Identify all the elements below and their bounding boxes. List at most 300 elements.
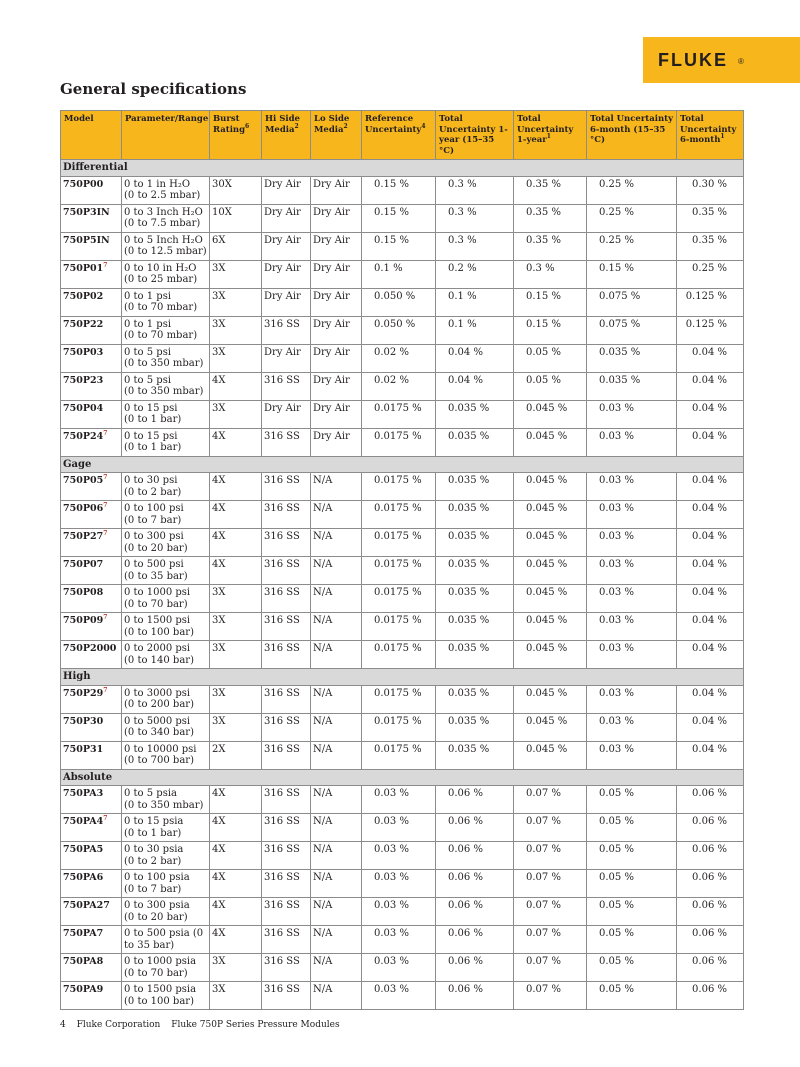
range-primary: 0 to 15 psia xyxy=(124,816,184,827)
cell-total-6mo: 0.125 % xyxy=(677,316,744,344)
cell-hi-side: 316 SS xyxy=(262,713,311,741)
cell-total-6mo: 0.04 % xyxy=(677,428,744,456)
range-secondary: (0 to 200 bar) xyxy=(124,699,194,710)
table-row xyxy=(61,557,744,585)
cell-total-6mo-temp: 0.03 % xyxy=(587,585,677,613)
range-primary: 0 to 5 psia xyxy=(124,788,177,799)
model-code: 750PA4 xyxy=(63,816,104,827)
cell-reference: 0.050 % xyxy=(362,316,436,344)
cell-reference: 0.03 % xyxy=(362,954,436,982)
cell-range xyxy=(122,898,210,926)
range-primary: 0 to 500 psia (0 xyxy=(124,928,204,939)
footer-company: Fluke Corporation xyxy=(76,1020,161,1030)
cell-burst: 4X xyxy=(210,372,262,400)
range-primary: 0 to 30 psi xyxy=(124,475,178,486)
cell-burst: 4X xyxy=(210,926,262,954)
group-row xyxy=(61,769,744,786)
cell-total-6mo: 0.04 % xyxy=(677,585,744,613)
range-secondary: (0 to 70 mbar) xyxy=(124,302,198,313)
cell-total-1yr-temp: 0.035 % xyxy=(436,501,514,529)
cell-total-1yr: 0.05 % xyxy=(514,372,587,400)
cell-model xyxy=(61,585,122,613)
cell-total-6mo-temp: 0.03 % xyxy=(587,529,677,557)
cell-burst: 3X xyxy=(210,641,262,669)
cell-reference: 0.0175 % xyxy=(362,641,436,669)
table-row xyxy=(61,260,744,288)
cell-burst: 10X xyxy=(210,204,262,232)
cell-total-1yr: 0.045 % xyxy=(514,557,587,585)
cell-total-6mo: 0.06 % xyxy=(677,954,744,982)
range-primary: 0 to 15 psi xyxy=(124,430,178,442)
model-code: 750P22 xyxy=(63,318,104,330)
cell-hi-side: 316 SS xyxy=(262,982,311,1010)
cell-burst: 6X xyxy=(210,232,262,260)
cell-range xyxy=(122,814,210,842)
group-label: Differential xyxy=(61,160,744,177)
cell-total-6mo: 0.06 % xyxy=(677,786,744,814)
cell-total-1yr-temp: 0.06 % xyxy=(436,870,514,898)
cell-lo-side: N/A xyxy=(311,585,362,613)
range-primary: 0 to 300 psi xyxy=(124,531,184,542)
cell-lo-side: N/A xyxy=(311,898,362,926)
header-model: Model xyxy=(61,111,122,160)
cell-reference: 0.0175 % xyxy=(362,529,436,557)
cell-total-1yr-temp: 0.035 % xyxy=(436,713,514,741)
cell-hi-side: 316 SS xyxy=(262,316,311,344)
group-row xyxy=(61,456,744,473)
cell-range xyxy=(122,372,210,400)
group-row xyxy=(61,160,744,177)
cell-burst: 3X xyxy=(210,713,262,741)
cell-model xyxy=(61,870,122,898)
model-code: 750P06 xyxy=(63,503,104,514)
cell-total-1yr-temp: 0.04 % xyxy=(436,344,514,372)
cell-burst: 3X xyxy=(210,260,262,288)
cell-total-6mo-temp: 0.035 % xyxy=(587,372,677,400)
cell-lo-side: N/A xyxy=(311,641,362,669)
cell-model xyxy=(61,814,122,842)
table-row xyxy=(61,926,744,954)
model-code: 750P2000 xyxy=(63,643,117,654)
table-row xyxy=(61,954,744,982)
cell-total-1yr: 0.045 % xyxy=(514,713,587,741)
cell-lo-side: Dry Air xyxy=(311,232,362,260)
cell-total-1yr: 0.07 % xyxy=(514,982,587,1010)
cell-hi-side: 316 SS xyxy=(262,428,311,456)
cell-reference: 0.15 % xyxy=(362,232,436,260)
cell-model xyxy=(61,641,122,669)
cell-model xyxy=(61,372,122,400)
cell-total-1yr: 0.15 % xyxy=(514,316,587,344)
cell-burst: 4X xyxy=(210,428,262,456)
cell-total-6mo-temp: 0.05 % xyxy=(587,870,677,898)
cell-burst: 4X xyxy=(210,870,262,898)
cell-total-6mo: 0.04 % xyxy=(677,741,744,769)
cell-model xyxy=(61,473,122,501)
group-label: Gage xyxy=(61,456,744,473)
range-secondary: (0 to 100 bar) xyxy=(124,626,194,638)
cell-burst: 4X xyxy=(210,529,262,557)
cell-range xyxy=(122,232,210,260)
cell-total-6mo: 0.35 % xyxy=(677,232,744,260)
cell-range xyxy=(122,982,210,1010)
table-row xyxy=(61,982,744,1010)
cell-total-1yr: 0.15 % xyxy=(514,288,587,316)
cell-range xyxy=(122,344,210,372)
range-secondary: (0 to 140 bar) xyxy=(124,654,194,666)
cell-burst: 3X xyxy=(210,316,262,344)
range-secondary: (0 to 25 mbar) xyxy=(124,274,198,285)
cell-total-1yr: 0.07 % xyxy=(514,786,587,814)
range-primary: 0 to 2000 psi xyxy=(124,643,191,654)
cell-model xyxy=(61,260,122,288)
cell-lo-side: N/A xyxy=(311,713,362,741)
cell-reference: 0.03 % xyxy=(362,842,436,870)
model-code: 750P09 xyxy=(63,615,104,626)
cell-reference: 0.03 % xyxy=(362,870,436,898)
cell-model xyxy=(61,741,122,769)
table-row xyxy=(61,176,744,204)
cell-total-6mo-temp: 0.05 % xyxy=(587,898,677,926)
range-secondary: (0 to 1 bar) xyxy=(124,414,182,425)
model-code: 750P27 xyxy=(63,531,104,542)
cell-total-6mo: 0.04 % xyxy=(677,557,744,585)
range-primary: 0 to 1 psi xyxy=(124,290,172,302)
cell-total-1yr-temp: 0.035 % xyxy=(436,585,514,613)
cell-model xyxy=(61,954,122,982)
cell-model xyxy=(61,557,122,585)
cell-total-6mo-temp: 0.25 % xyxy=(587,232,677,260)
cell-range xyxy=(122,316,210,344)
range-secondary: (0 to 2 bar) xyxy=(124,855,182,867)
range-primary: 0 to 1500 psi xyxy=(124,615,191,626)
cell-model xyxy=(61,898,122,926)
table-row xyxy=(61,613,744,641)
table-row xyxy=(61,428,744,456)
cell-reference: 0.0175 % xyxy=(362,741,436,769)
cell-burst: 4X xyxy=(210,842,262,870)
table-row xyxy=(61,372,744,400)
range-primary: 0 to 3000 psi xyxy=(124,687,191,699)
cell-model xyxy=(61,428,122,456)
header-burst: Burst Rating$^6$ xyxy=(210,111,262,160)
cell-hi-side: Dry Air xyxy=(262,344,311,372)
cell-total-1yr-temp: 0.06 % xyxy=(436,926,514,954)
cell-lo-side: Dry Air xyxy=(311,176,362,204)
cell-reference: 0.02 % xyxy=(362,344,436,372)
table-row xyxy=(61,641,744,669)
cell-hi-side: 316 SS xyxy=(262,557,311,585)
cell-lo-side: N/A xyxy=(311,613,362,641)
cell-reference: 0.15 % xyxy=(362,204,436,232)
table-row xyxy=(61,685,744,713)
cell-lo-side: N/A xyxy=(311,926,362,954)
cell-total-6mo: 0.30 % xyxy=(677,176,744,204)
cell-total-6mo-temp: 0.05 % xyxy=(587,786,677,814)
range-secondary: (0 to 700 bar) xyxy=(124,755,194,766)
footnote-marker: 7 xyxy=(103,261,108,269)
cell-model xyxy=(61,713,122,741)
group-row xyxy=(61,669,744,686)
model-code: 750P29 xyxy=(63,687,104,699)
cell-total-6mo: 0.04 % xyxy=(677,372,744,400)
cell-total-6mo: 0.125 % xyxy=(677,288,744,316)
cell-model xyxy=(61,204,122,232)
cell-total-1yr-temp: 0.06 % xyxy=(436,954,514,982)
cell-total-6mo-temp: 0.03 % xyxy=(587,685,677,713)
cell-total-1yr-temp: 0.035 % xyxy=(436,557,514,585)
cell-lo-side: N/A xyxy=(311,786,362,814)
cell-total-1yr: 0.045 % xyxy=(514,400,587,428)
cell-reference: 0.03 % xyxy=(362,898,436,926)
cell-total-1yr: 0.045 % xyxy=(514,741,587,769)
cell-hi-side: 316 SS xyxy=(262,842,311,870)
cell-burst: 4X xyxy=(210,473,262,501)
cell-hi-side: 316 SS xyxy=(262,898,311,926)
cell-hi-side: 316 SS xyxy=(262,585,311,613)
cell-hi-side: 316 SS xyxy=(262,372,311,400)
cell-range xyxy=(122,954,210,982)
range-secondary: to 35 bar) xyxy=(124,939,175,951)
range-primary: 0 to 5 psi xyxy=(124,346,172,358)
range-primary: 0 to 1500 psia xyxy=(124,984,197,995)
model-code: 750P07 xyxy=(63,559,104,570)
cell-lo-side: Dry Air xyxy=(311,344,362,372)
table-row xyxy=(61,204,744,232)
cell-hi-side: Dry Air xyxy=(262,288,311,316)
range-secondary: (0 to 7 bar) xyxy=(124,514,182,526)
cell-total-1yr: 0.045 % xyxy=(514,685,587,713)
cell-total-6mo-temp: 0.03 % xyxy=(587,400,677,428)
cell-total-6mo-temp: 0.05 % xyxy=(587,842,677,870)
model-code: 750P01 xyxy=(63,262,104,274)
table-row xyxy=(61,529,744,557)
cell-lo-side: Dry Air xyxy=(311,260,362,288)
registered-mark: ® xyxy=(738,56,744,66)
cell-total-1yr: 0.045 % xyxy=(514,585,587,613)
cell-lo-side: N/A xyxy=(311,529,362,557)
range-primary: 0 to 1000 psia xyxy=(124,956,197,967)
header-range: Parameter/Range xyxy=(122,111,210,160)
model-code: 750P31 xyxy=(63,743,104,755)
cell-total-6mo-temp: 0.03 % xyxy=(587,428,677,456)
cell-total-6mo-temp: 0.03 % xyxy=(587,613,677,641)
range-secondary: (0 to 2.5 mbar) xyxy=(124,190,201,201)
cell-hi-side: Dry Air xyxy=(262,176,311,204)
model-code: 750P02 xyxy=(63,290,104,302)
cell-hi-side: 316 SS xyxy=(262,786,311,814)
cell-reference: 0.02 % xyxy=(362,372,436,400)
model-code: 750PA27 xyxy=(63,900,110,911)
table-row xyxy=(61,316,744,344)
cell-lo-side: N/A xyxy=(311,842,362,870)
range-primary: 0 to 5 psi xyxy=(124,374,172,386)
table-row xyxy=(61,473,744,501)
cell-total-1yr: 0.05 % xyxy=(514,344,587,372)
cell-hi-side: 316 SS xyxy=(262,685,311,713)
cell-total-1yr: 0.07 % xyxy=(514,926,587,954)
cell-range xyxy=(122,713,210,741)
cell-total-6mo-temp: 0.03 % xyxy=(587,713,677,741)
table-row xyxy=(61,501,744,529)
cell-total-1yr-temp: 0.035 % xyxy=(436,685,514,713)
cell-total-6mo-temp: 0.25 % xyxy=(587,204,677,232)
cell-burst: 3X xyxy=(210,954,262,982)
range-secondary: (0 to 35 bar) xyxy=(124,570,188,582)
cell-burst: 2X xyxy=(210,741,262,769)
cell-range xyxy=(122,501,210,529)
cell-range xyxy=(122,204,210,232)
cell-lo-side: Dry Air xyxy=(311,428,362,456)
table-body xyxy=(61,160,744,1010)
cell-total-1yr: 0.07 % xyxy=(514,898,587,926)
cell-model xyxy=(61,232,122,260)
cell-total-1yr-temp: 0.3 % xyxy=(436,232,514,260)
table-row xyxy=(61,814,744,842)
cell-burst: 4X xyxy=(210,814,262,842)
footnote-marker: 7 xyxy=(103,473,108,481)
cell-model xyxy=(61,613,122,641)
header-total-6mo: Total Uncertainty 6-month$^1$ xyxy=(677,111,744,160)
model-code: 750PA7 xyxy=(63,928,104,939)
cell-range xyxy=(122,557,210,585)
footer-doc-title: Fluke 750P Series Pressure Modules xyxy=(171,1020,340,1030)
cell-total-1yr: 0.045 % xyxy=(514,529,587,557)
cell-range xyxy=(122,641,210,669)
cell-range xyxy=(122,926,210,954)
cell-model xyxy=(61,176,122,204)
range-secondary: (0 to 7.5 mbar) xyxy=(124,218,201,229)
table-row xyxy=(61,344,744,372)
cell-model xyxy=(61,501,122,529)
model-code: 750PA6 xyxy=(63,872,104,883)
cell-total-6mo-temp: 0.05 % xyxy=(587,954,677,982)
cell-hi-side: Dry Air xyxy=(262,260,311,288)
model-code: 750PA9 xyxy=(63,984,104,995)
range-primary: 0 to 500 psi xyxy=(124,559,184,570)
range-primary: 0 to 1 in H₂O xyxy=(124,178,191,190)
cell-reference: 0.050 % xyxy=(362,288,436,316)
footnote-marker: 7 xyxy=(103,501,108,509)
table-row xyxy=(61,713,744,741)
model-code: 750P3IN xyxy=(63,206,110,218)
cell-lo-side: N/A xyxy=(311,982,362,1010)
range-secondary: (0 to 340 bar) xyxy=(124,727,194,738)
range-secondary: (0 to 70 bar) xyxy=(124,598,188,610)
cell-total-6mo-temp: 0.05 % xyxy=(587,814,677,842)
cell-range xyxy=(122,428,210,456)
cell-total-6mo: 0.04 % xyxy=(677,501,744,529)
cell-range xyxy=(122,400,210,428)
cell-total-6mo: 0.25 % xyxy=(677,260,744,288)
cell-total-1yr-temp: 0.3 % xyxy=(436,204,514,232)
range-secondary: (0 to 70 mbar) xyxy=(124,330,198,341)
range-primary: 0 to 5 Inch H₂O xyxy=(124,234,203,246)
cell-range xyxy=(122,260,210,288)
cell-total-1yr-temp: 0.035 % xyxy=(436,400,514,428)
range-primary: 0 to 1000 psi xyxy=(124,587,191,598)
cell-burst: 3X xyxy=(210,288,262,316)
model-code: 750P30 xyxy=(63,715,104,727)
range-secondary: (0 to 350 mbar) xyxy=(124,799,204,811)
group-label: Absolute xyxy=(61,769,744,786)
cell-total-6mo: 0.06 % xyxy=(677,814,744,842)
table-row xyxy=(61,786,744,814)
cell-total-1yr-temp: 0.06 % xyxy=(436,898,514,926)
cell-total-1yr-temp: 0.06 % xyxy=(436,982,514,1010)
header-total-1yr-temp: Total Uncertainty 1-year (15–35 °C) xyxy=(436,111,514,160)
cell-lo-side: N/A xyxy=(311,741,362,769)
cell-reference: 0.03 % xyxy=(362,926,436,954)
cell-reference: 0.03 % xyxy=(362,814,436,842)
cell-total-6mo-temp: 0.03 % xyxy=(587,557,677,585)
cell-total-1yr: 0.07 % xyxy=(514,870,587,898)
footnote-marker: 7 xyxy=(103,429,108,437)
cell-total-6mo-temp: 0.075 % xyxy=(587,316,677,344)
model-code: 750P00 xyxy=(63,178,104,190)
cell-range xyxy=(122,529,210,557)
model-code: 750P04 xyxy=(63,402,104,414)
cell-total-6mo: 0.06 % xyxy=(677,926,744,954)
range-secondary: (0 to 70 bar) xyxy=(124,967,188,979)
cell-hi-side: 316 SS xyxy=(262,529,311,557)
cell-total-1yr-temp: 0.04 % xyxy=(436,372,514,400)
model-code: 750P08 xyxy=(63,587,104,598)
cell-hi-side: Dry Air xyxy=(262,400,311,428)
cell-lo-side: Dry Air xyxy=(311,316,362,344)
group-label: High xyxy=(61,669,744,686)
cell-total-1yr: 0.07 % xyxy=(514,842,587,870)
cell-model xyxy=(61,926,122,954)
cell-model xyxy=(61,982,122,1010)
cell-lo-side: Dry Air xyxy=(311,288,362,316)
cell-hi-side: 316 SS xyxy=(262,870,311,898)
range-secondary: (0 to 12.5 mbar) xyxy=(124,246,207,257)
cell-lo-side: Dry Air xyxy=(311,204,362,232)
cell-burst: 3X xyxy=(210,613,262,641)
cell-range xyxy=(122,613,210,641)
model-code: 750P23 xyxy=(63,374,104,386)
cell-range xyxy=(122,685,210,713)
cell-reference: 0.1 % xyxy=(362,260,436,288)
range-secondary: (0 to 350 mbar) xyxy=(124,358,204,369)
model-code: 750PA5 xyxy=(63,844,104,855)
cell-hi-side: 316 SS xyxy=(262,741,311,769)
cell-reference: 0.03 % xyxy=(362,786,436,814)
cell-total-1yr-temp: 0.035 % xyxy=(436,613,514,641)
cell-total-6mo-temp: 0.03 % xyxy=(587,741,677,769)
cell-burst: 4X xyxy=(210,557,262,585)
cell-burst: 4X xyxy=(210,898,262,926)
table-row xyxy=(61,288,744,316)
cell-range xyxy=(122,473,210,501)
model-code: 750PA3 xyxy=(63,788,104,799)
model-code: 750P05 xyxy=(63,475,104,486)
cell-total-1yr-temp: 0.06 % xyxy=(436,842,514,870)
cell-total-1yr: 0.35 % xyxy=(514,232,587,260)
cell-model xyxy=(61,786,122,814)
cell-lo-side: N/A xyxy=(311,814,362,842)
cell-reference: 0.0175 % xyxy=(362,557,436,585)
cell-burst: 30X xyxy=(210,176,262,204)
cell-total-1yr: 0.045 % xyxy=(514,501,587,529)
cell-range xyxy=(122,870,210,898)
cell-hi-side: 316 SS xyxy=(262,954,311,982)
cell-lo-side: N/A xyxy=(311,870,362,898)
cell-model xyxy=(61,529,122,557)
cell-reference: 0.0175 % xyxy=(362,585,436,613)
cell-total-1yr-temp: 0.035 % xyxy=(436,529,514,557)
